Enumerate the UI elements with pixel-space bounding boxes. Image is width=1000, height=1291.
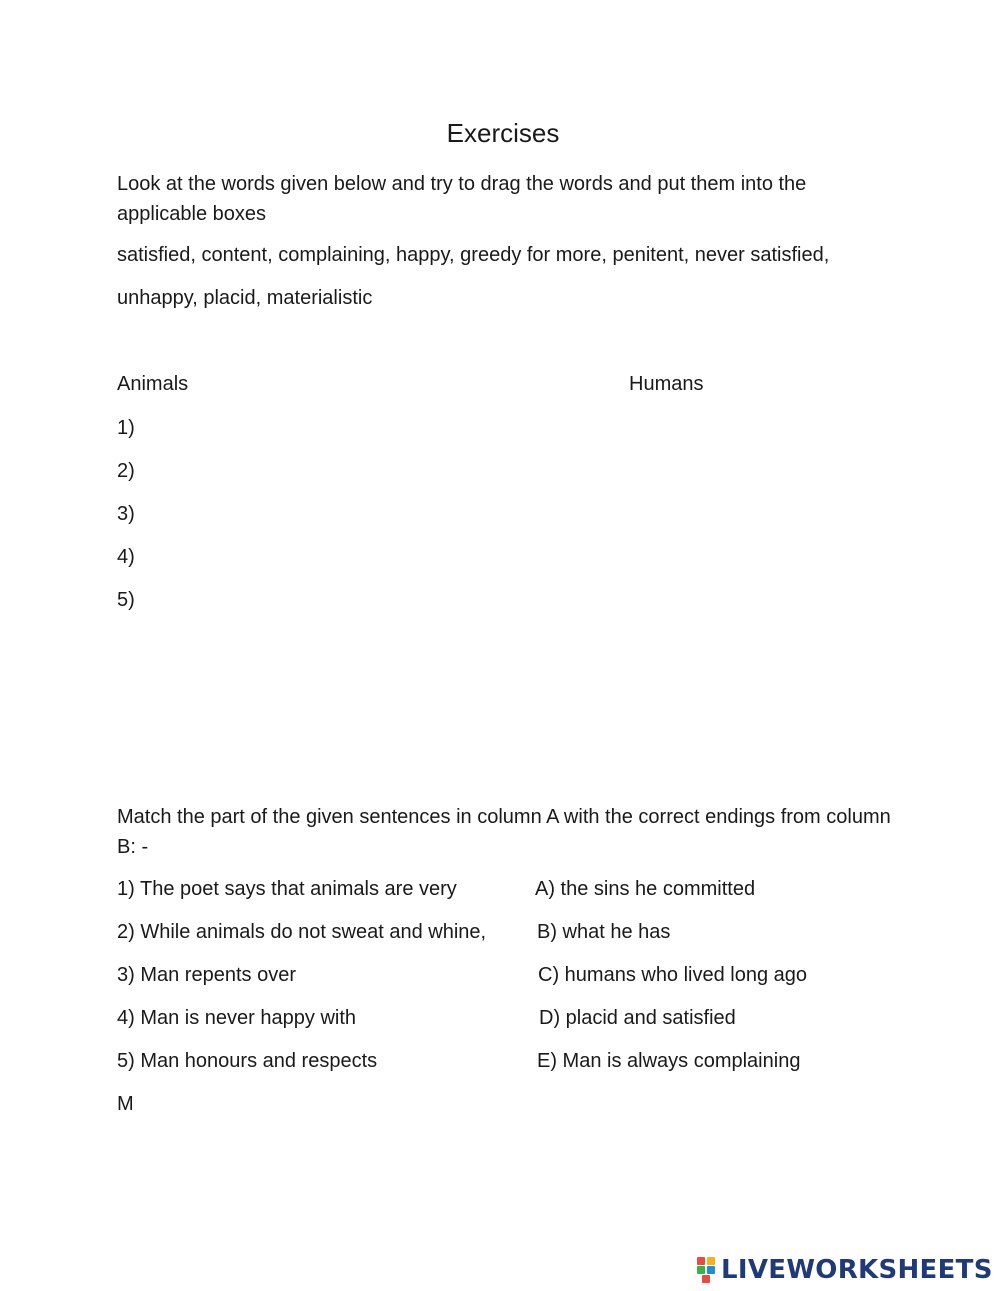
- logo-blocks-icon: [697, 1257, 717, 1283]
- column-header-animals: Animals: [117, 373, 189, 395]
- liveworksheets-logo: [697, 1253, 993, 1287]
- word-bank-line-1: satisfied, content, complaining, happy, greedy for more, penitent, never satisfied,: [117, 244, 830, 266]
- instructions-match: Match the part of the given sentences in column A with the correct endings from column B: -: [117, 806, 891, 858]
- column-b-item-a: A) the sins he committed: [535, 878, 756, 900]
- answer-number-4: 4): [117, 546, 135, 568]
- column-b-item-e: E) Man is always complaining: [537, 1050, 801, 1072]
- humans-drop-zone-2[interactable]: [629, 456, 911, 490]
- animals-drop-zone-3[interactable]: [145, 499, 447, 533]
- column-a-item-3: 3) Man repents over: [117, 964, 296, 986]
- humans-drop-zone-5[interactable]: [629, 585, 911, 619]
- page-title: Exercises: [446, 118, 560, 148]
- column-a-item-5: 5) Man honours and respects: [117, 1050, 378, 1072]
- column-a-item-4: 4) Man is never happy with: [117, 1007, 357, 1029]
- answer-number-5: 5): [117, 589, 135, 611]
- logo-text: LIVEWORKSHEETS: [721, 1255, 993, 1285]
- column-b-item-c: C) humans who lived long ago: [538, 964, 808, 986]
- column-b-item-d: D) placid and satisfied: [539, 1007, 736, 1029]
- trailing-text: M: [117, 1093, 134, 1115]
- answer-number-1: 1): [117, 417, 135, 439]
- answer-number-3: 3): [117, 503, 135, 525]
- animals-drop-zone-5[interactable]: [145, 585, 447, 619]
- humans-drop-zone-4[interactable]: [629, 542, 911, 576]
- word-bank-line-2: unhappy, placid, materialistic: [117, 287, 373, 309]
- animals-drop-zone-2[interactable]: [145, 456, 447, 490]
- answer-number-2: 2): [117, 460, 135, 482]
- humans-drop-zone-1[interactable]: [629, 413, 911, 447]
- animals-drop-zone-1[interactable]: [145, 413, 447, 447]
- column-b-item-b: B) what he has: [537, 921, 671, 943]
- humans-drop-zone-3[interactable]: [629, 499, 911, 533]
- column-header-humans: Humans: [629, 373, 704, 395]
- column-a-item-1: 1) The poet says that animals are very: [117, 878, 457, 900]
- animals-drop-zone-4[interactable]: [145, 542, 447, 576]
- instructions-drag: Look at the words given below and try to drag the words and put them into the applicable boxes: [117, 173, 807, 225]
- column-a-item-2: 2) While animals do not sweat and whine,: [117, 921, 487, 943]
